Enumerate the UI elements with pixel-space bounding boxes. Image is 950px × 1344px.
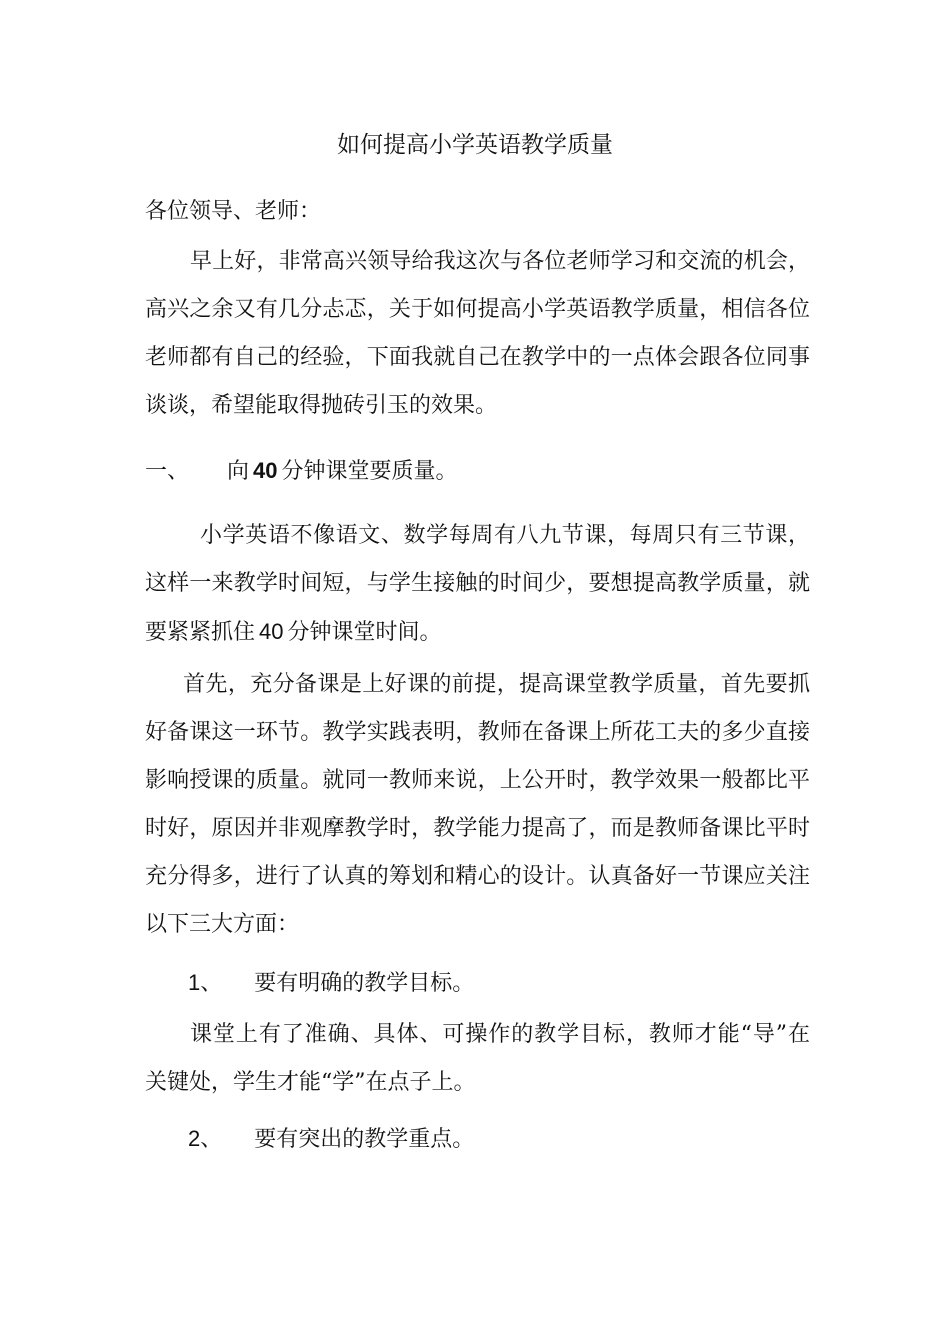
para2-line-4: 时好，原因并非观摩教学时，教学能力提高了，而是教师备课比平时 <box>145 816 810 841</box>
para1-line-1: 小学英语不像语文、数学每周有八九节课，每周只有三节课， <box>200 523 810 548</box>
para2-line-6: 以下三大方面： <box>145 912 300 937</box>
item-2-marker: 2、 <box>188 1126 223 1151</box>
item-1-text: 要有明确的教学目标。 <box>254 971 475 996</box>
greeting: 各位领导、老师： <box>145 199 322 224</box>
intro-line-2: 高兴之余又有几分忐忑，关于如何提高小学英语教学质量，相信各位 <box>145 297 810 322</box>
section-1-number: 40 <box>253 458 278 483</box>
item-1 <box>188 968 810 999</box>
section-1-text-before: 向 <box>227 459 250 484</box>
para2-line-1: 首先，充分备课是上好课的前提，提高课堂教学质量，首先要抓 <box>183 672 810 697</box>
para3-line-2: 关键处，学生才能“学”在点子上。 <box>145 1070 476 1095</box>
para1-line-3-after: 分钟课堂时间。 <box>287 620 442 645</box>
para1-line-3-before: 要紧紧抓住 <box>145 620 256 645</box>
document-title: 如何提高小学英语教学质量 <box>337 132 613 158</box>
para1-line-3-number: 40 <box>259 619 284 644</box>
intro-line-4: 谈谈，希望能取得抛砖引玉的效果。 <box>145 393 498 418</box>
item-2 <box>188 1124 810 1155</box>
section-1-marker: 一、 <box>145 459 190 484</box>
para3-line-1: 课堂上有了准确、具体、可操作的教学目标，教师才能“导”在 <box>190 1022 810 1047</box>
intro-line-3: 老师都有自己的经验，下面我就自己在教学中的一点体会跟各位同事 <box>145 345 810 370</box>
para1-line-3 <box>145 617 810 648</box>
para2-line-5: 充分得多，进行了认真的筹划和精心的设计。认真备好一节课应关注 <box>145 864 810 889</box>
para2-line-2: 好备课这一环节。教学实践表明，教师在备课上所花工夫的多少直接 <box>145 720 810 745</box>
section-1-text-after: 分钟课堂要质量。 <box>281 459 458 484</box>
item-1-marker: 1、 <box>188 970 223 995</box>
item-2-text: 要有突出的教学重点。 <box>254 1127 475 1152</box>
section-1-heading <box>145 456 810 487</box>
para2-line-3: 影响授课的质量。就同一教师来说，上公开时，教学效果一般都比平 <box>145 768 810 793</box>
intro-line-1: 早上好，非常高兴领导给我这次与各位老师学习和交流的机会， <box>190 249 810 274</box>
para1-line-2: 这样一来教学时间短，与学生接触的时间少，要想提高教学质量，就 <box>145 571 810 596</box>
